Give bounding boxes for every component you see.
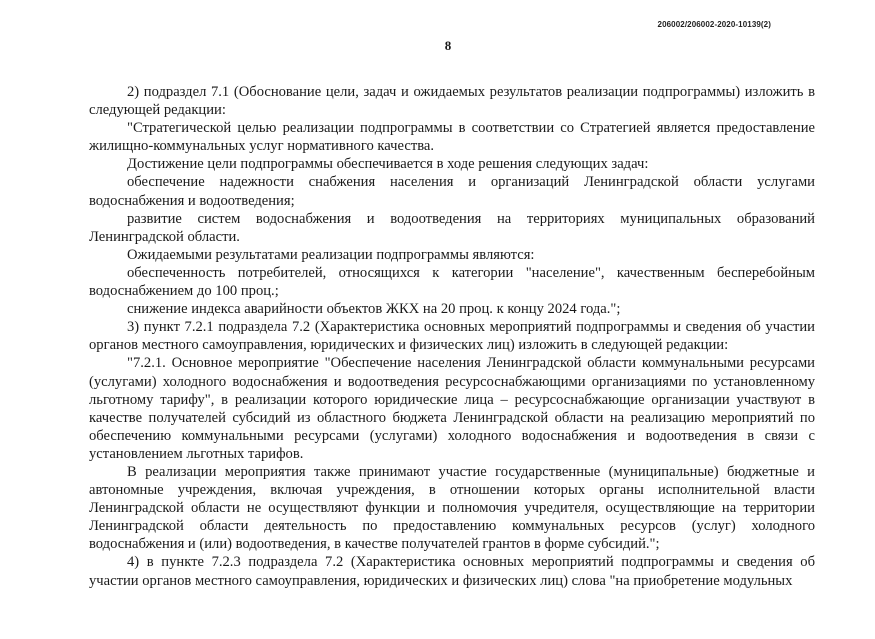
paragraph-3: Достижение цели подпрограммы обеспечивается в ходе решения следующих задач: [127,156,649,173]
page-number: 8 [444,38,452,53]
paragraph-5: развитие систем водоснабжения и водоотведения на территориях муниципальных образований Ленинградской области. [89,210,815,245]
paragraph-8: снижение индекса аварийности объектов ЖКХ на 20 проц. к концу 2024 года."; [127,301,621,318]
paragraph-12: 4) в пункте 7.2.3 подраздела 7.2 (Характеристика основных мероприятий подпрограммы и сведения об участии органов местного самоуправления, юридических и физических лиц) слова "на приобретение модульных [89,554,815,589]
paragraph-4: обеспечение надежности снабжения населения и организаций Ленинградской области услугами водоснабжения и водоотведения; [89,174,815,209]
paragraph-7: обеспеченность потребителей, относящихся к категории "население", качественным бесперебойным водоснабжением до 100 проц.; [89,264,815,300]
document-id: 206002/206002-2020-10139(2) [657,20,771,29]
paragraph-1: 2) подраздел 7.1 (Обоснование цели, задач и ожидаемых результатов реализации подпрограммы) изложить в следующей редакции: [89,84,815,119]
paragraph-6: Ожидаемыми результатами реализации подпрограммы являются: [127,246,535,263]
paragraph-10: "7.2.1. Основное мероприятие "Обеспечение населения Ленинградской области коммунальными ресурсами (услугами) холодного водоснабжения и водоотведения ресурсоснабжающими организациями по установленному льготному тарифу", в реализации которого юридические лица – ресурсоснабжающие организации участвуют в качестве получателей субсидий из областного бюджета Ленинградской области на реализацию мероприятий по обеспечению коммунальными ресурсами (услугами) холодного водоснабжения и водоотведения в связи с установлением льготных тарифов. [89,355,815,462]
paragraph-9: 3) пункт 7.2.1 подраздела 7.2 (Характеристика основных мероприятий подпрограммы и сведения об участии органов местного самоуправления, юридических и физических лиц) изложить в следующей редакции: [89,319,815,354]
document-body [89,83,815,590]
paragraph-11: В реализации мероприятия также принимают участие государственные (муниципальные) бюджетные и автономные учреждения, включая учреждения, в отношении которых органы исполнительной власти Ленинградской области не осуществляют функции и полномочия учредителя, осуществляющие на территории Ленинградской области деятельность по предоставлению коммунальных ресурсов (услуг) холодного водоснабжения и (или) водоотведения, в качестве получателей грантов в форме субсидий."; [89,463,815,553]
paragraph-2: "Стратегической целью реализации подпрограммы в соответствии со Стратегией является предоставление жилищно-коммунальных услуг нормативного качества. [89,120,815,155]
